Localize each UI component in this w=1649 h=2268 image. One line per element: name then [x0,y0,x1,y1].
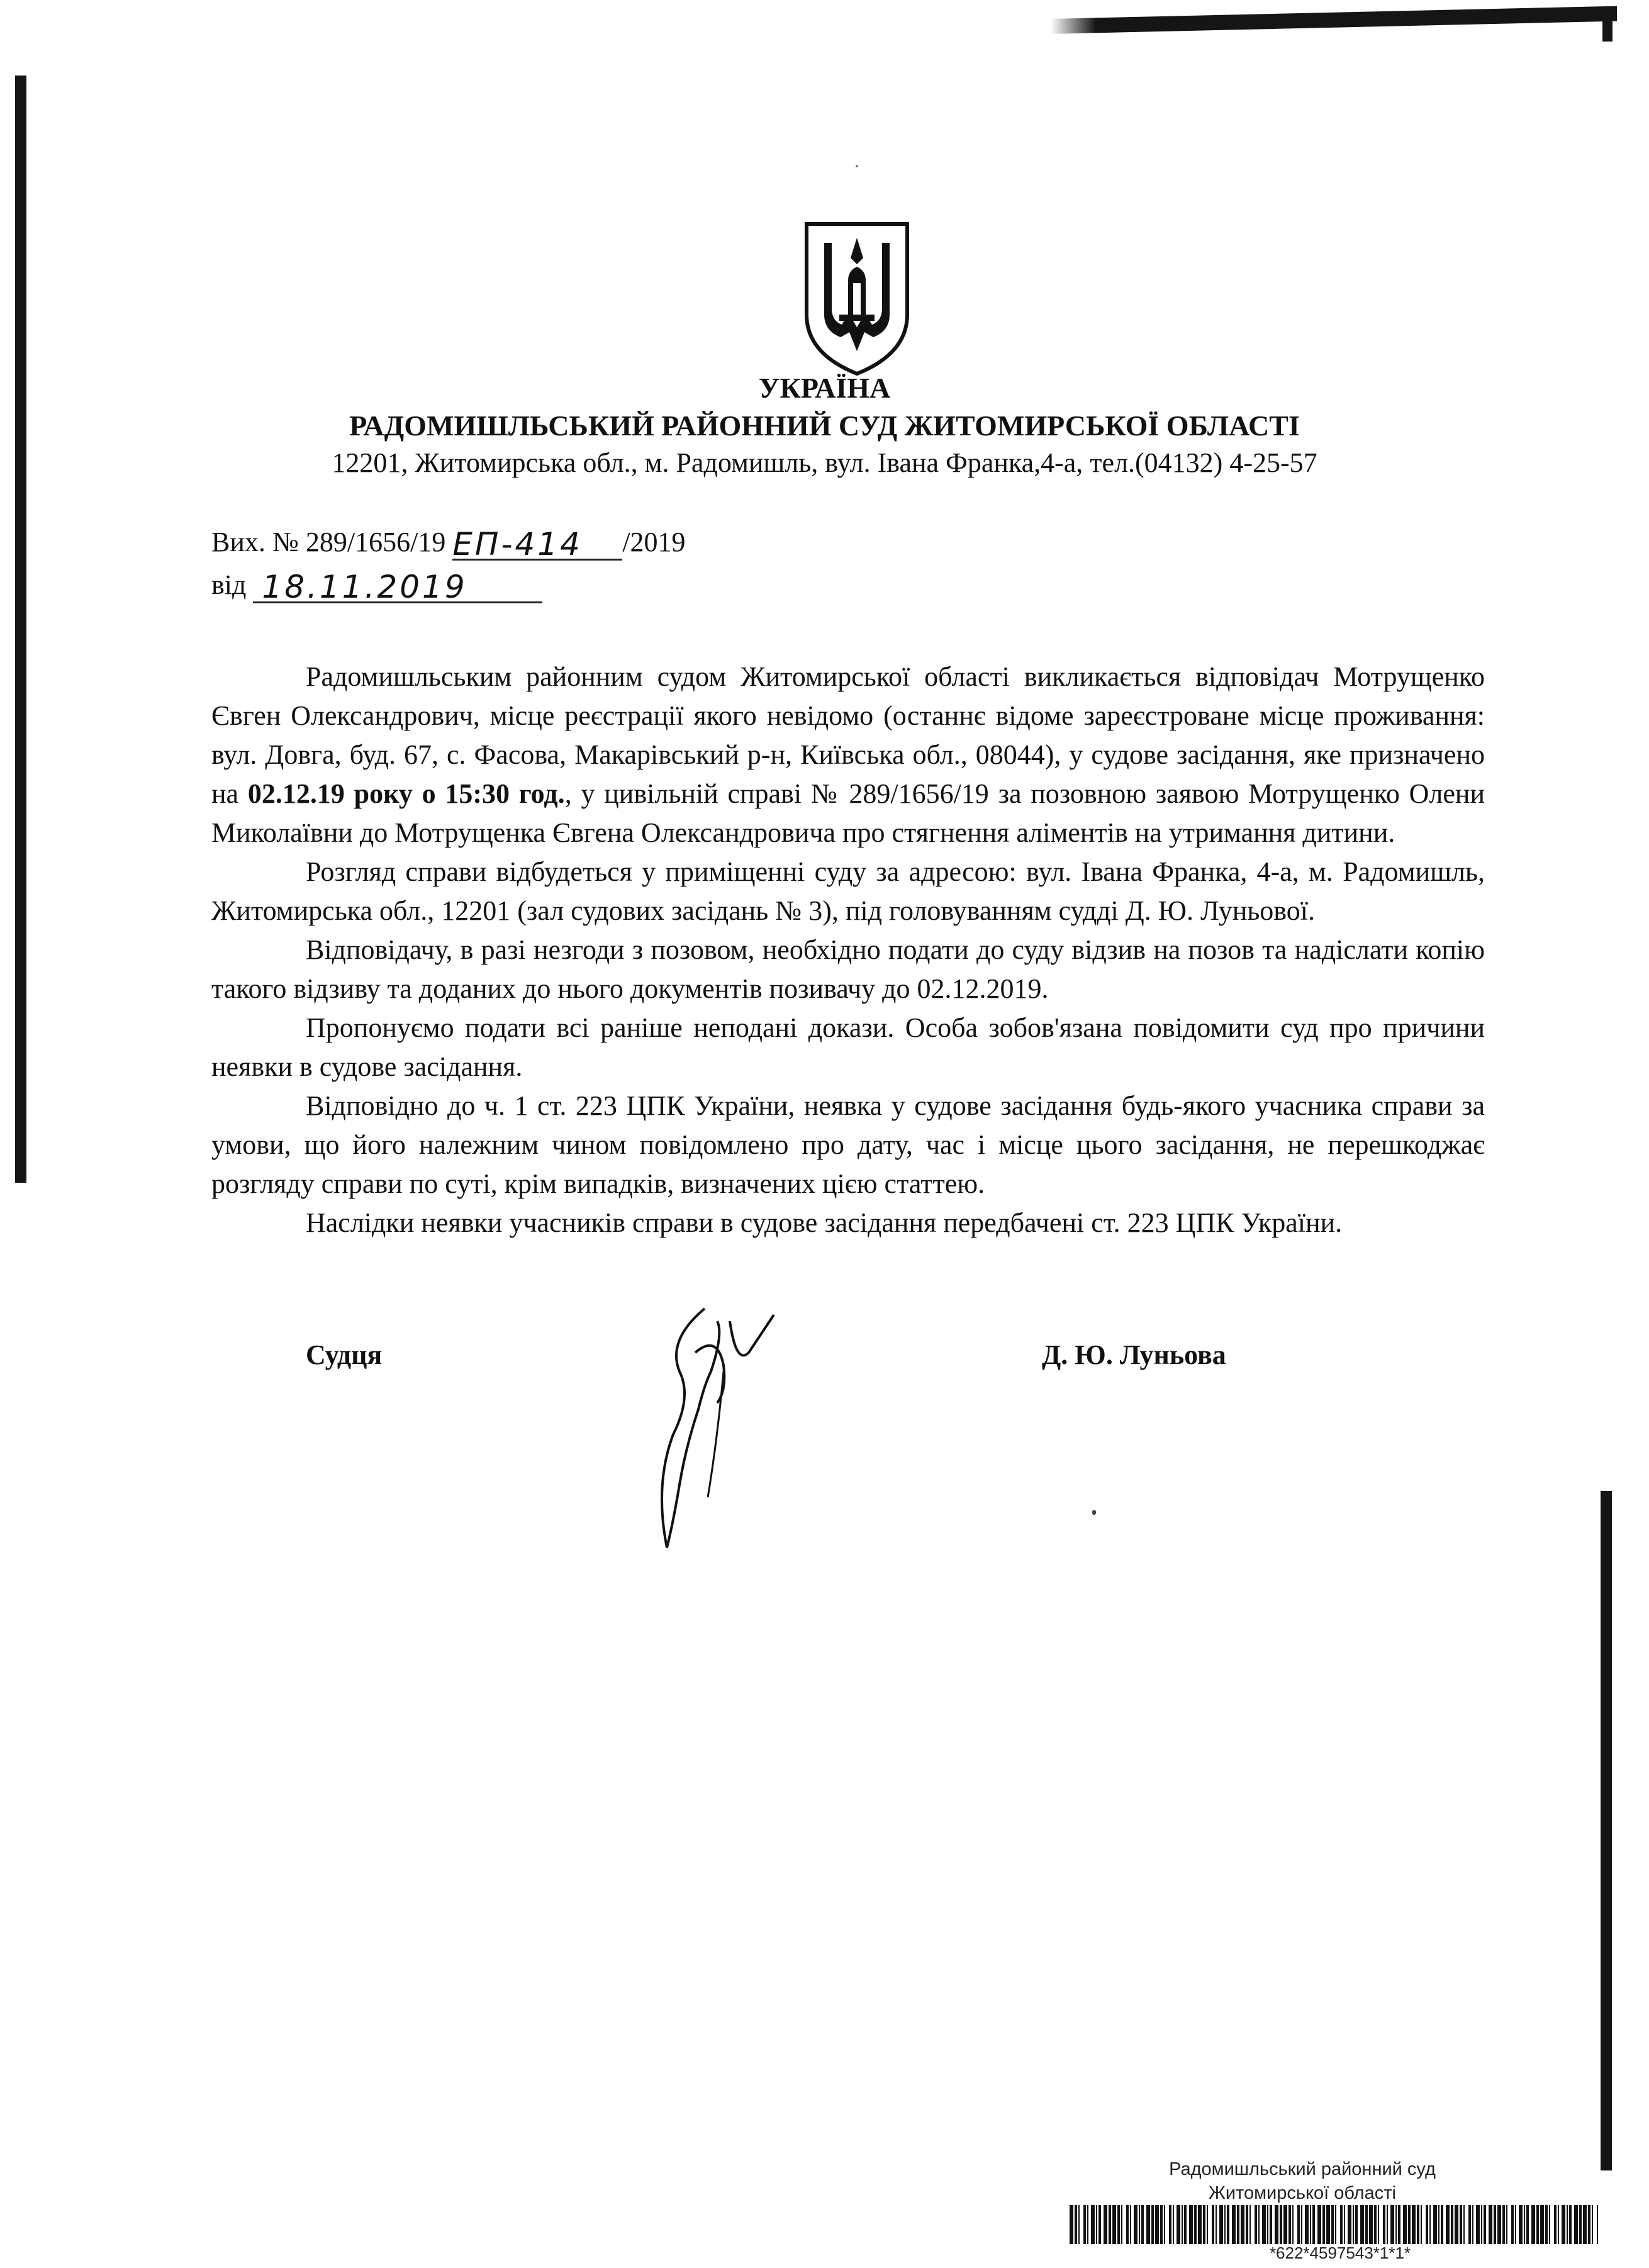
barcode-bar [1288,2205,1291,2244]
barcode-bar [1184,2205,1187,2244]
outgoing-date-field [253,565,542,603]
barcode-bar [1583,2205,1587,2244]
barcode-bar [1310,2205,1311,2244]
court-address: 12201, Житомирська обл., м. Радомишль, вул. Івана Франка,4-а, тел.(04132) 4-25-57 [332,447,1317,478]
barcode-bar [1494,2205,1496,2244]
outgoing-date [211,565,542,603]
barcode-bar [1249,2205,1251,2244]
barcode-bar [1207,2205,1208,2244]
barcode-bar [1182,2205,1183,2244]
barcode-bar [1335,2205,1336,2244]
barcode-bar [1227,2205,1229,2244]
barcode-bar [1121,2205,1122,2244]
barcode-bar [1237,2205,1239,2244]
barcode-bar [1297,2205,1300,2244]
barcode-bar [1283,2205,1287,2244]
barcode-bar [1305,2205,1309,2244]
barcode-bar [1417,2205,1419,2244]
barcode-bar [1511,2205,1514,2244]
barcode-bar [1075,2205,1077,2244]
barcode-bar [1160,2205,1163,2244]
barcode-bar [1412,2205,1416,2244]
country-title: УКРАЇНА [758,372,891,404]
barcode-bar [1549,2205,1550,2244]
summons-text-2: , у цивільній справі № 289/1656/19 за позовною заявою Мотрущенко Олени Миколаївни до Мотрущенка Євгена Олександровича про стягнення аліментів на утримання дитини. [211,778,1485,848]
barcode-bar [1383,2205,1385,2244]
barcode-bar [1390,2205,1394,2244]
barcode-bar [1536,2205,1539,2244]
barcode-bar [1169,2205,1171,2244]
barcode-bar [1524,2205,1525,2244]
letter-body [211,657,1485,1243]
barcode-bar [1395,2205,1397,2244]
barcode-bar [1455,2205,1458,2244]
barcode-bar [1369,2205,1373,2244]
barcode-bar [1216,2205,1217,2244]
barcode-bar [1484,2205,1486,2244]
barcode-bar [1139,2205,1140,2244]
barcode-bar [1531,2205,1535,2244]
barcode-bar [1348,2205,1351,2244]
barcode-bar [1219,2205,1223,2244]
barcode-bar [1292,2205,1294,2244]
scan-edge-top [1051,6,1617,34]
barcode-bar [1588,2205,1590,2244]
barcode-bar [1592,2205,1593,2244]
summons-text-1: Радомишльським районним судом Житомирської області викликається відповідач Мотрущенко Євген Олександрович, місце реєстрації якого невідомо (останнє відоме зареєстроване місце проживання: вул. Довга, буд. 67, с. Фасова, Макарівський р-н, Київська обл., 08044), у судове засідання, яке призначено на [211,661,1485,809]
barcode-bar [1130,2205,1131,2244]
barcode-bar [1545,2205,1548,2244]
barcode-bar [1270,2205,1272,2244]
barcode-bar [1579,2205,1582,2244]
stamp-region: Житомирської області [1209,2183,1396,2203]
barcode-bar [1355,2205,1358,2244]
barcode-bar [1446,2205,1450,2244]
barcode-number: *622*4597543*1*1* [1269,2243,1411,2262]
barcode-bar [1155,2205,1159,2244]
barcode-bar [1421,2205,1422,2244]
paragraph-absence-rule: Відповідно до ч. 1 ст. 223 ЦПК України, неявка у судове засідання будь-якого учасника справи за умови, що його належним чином повідомлено про дату, час і місце цього засідання, не перешкоджає розгляду справи по суті, крім випадків, визначених цією статтею. [211,1090,1485,1199]
scan-speck [1092,1510,1096,1515]
barcode-bar [1429,2205,1431,2244]
barcode-bar [1096,2205,1097,2244]
barcode-bar [1344,2205,1345,2244]
court-name: РАДОМИШЛЬСЬКИЙ РАЙОННИЙ СУД ЖИТОМИРСЬКОЇ ОБЛАСТІ [349,410,1300,442]
barcode-bar [1340,2205,1343,2244]
barcode-bar [1403,2205,1407,2244]
outgoing-number-field [452,522,622,561]
barcode-bar [1322,2205,1325,2244]
barcode-bar [1567,2205,1568,2244]
barcode-bar [1275,2205,1278,2244]
outgoing-number-prefix: Вих. № 289/1656/19 [211,527,446,557]
barcode-bar [1360,2205,1364,2244]
paragraph-location: Розгляд справи відбудеться у приміщенні суду за адресою: вул. Івана Франка, 4-а, м. Радомишль, Житомирська обл., 12201 (зал судових засідань № 3), під головуванням судді Д. Ю. Луньової. [211,856,1485,926]
barcode-bar [1117,2205,1120,2244]
barcode-bar [1087,2205,1088,2244]
barcode-bar [1241,2205,1244,2244]
barcode-bar [1083,2205,1086,2244]
barcode-bar [1433,2205,1437,2244]
barcode-bar [1502,2205,1505,2244]
scan-edge-left [15,75,26,1183]
barcode-bar [1173,2205,1174,2244]
barcode-bar [1472,2205,1473,2244]
barcode-bar [1468,2205,1471,2244]
barcode-bar [1331,2205,1334,2244]
barcode-bar [1301,2205,1302,2244]
barcode-bar [1558,2205,1559,2244]
outgoing-number-handwritten: ЕП-414 [452,526,583,562]
barcode-bar [1194,2205,1197,2244]
outgoing-date-prefix: від [211,569,247,600]
barcode-bar [1280,2205,1282,2244]
signatory-name: Д. Ю. Луньова [1042,1339,1226,1370]
barcode-bar [1441,2205,1443,2244]
barcode-bar [1463,2205,1465,2244]
barcode-bar [1408,2205,1411,2244]
barcode-bar [1212,2205,1214,2244]
barcode-bar [1438,2205,1439,2244]
barcode-bar [1460,2205,1462,2244]
barcode-bar [1141,2205,1144,2244]
barcode-bar [1078,2205,1080,2244]
barcode-bar [1267,2205,1268,2244]
barcode-bar [1177,2205,1180,2244]
barcode-bar [1497,2205,1501,2244]
hearing-datetime: 02.12.19 року о 15:30 год. [247,778,565,809]
barcode-bar [1262,2205,1266,2244]
paragraph-consequences: Наслідки неявки учасників справи в судове засідання передбачені ст. 223 ЦПК України. [306,1207,1343,1238]
outgoing-date-handwritten: 18.11.2019 [262,569,467,605]
barcode-bar [1326,2205,1330,2244]
barcode-bar [1515,2205,1516,2244]
barcode-bar [1365,2205,1368,2244]
barcode-bar [1164,2205,1165,2244]
barcode-bar [1569,2205,1572,2244]
barcode-bar [1398,2205,1400,2244]
paragraph-response: Відповідачу, в разі незгоди з позовом, необхідно подати до суду відзив на позов та надіслати копію такого відзиву та доданих до нього документів позивачу до 02.12.2019. [211,934,1485,1004]
barcode-bar [1203,2205,1205,2244]
barcode-bar [1554,2205,1557,2244]
paragraph-summons [211,657,1485,852]
barcode-bar [1146,2205,1150,2244]
barcode-bar [1451,2205,1453,2244]
scan-edge-top-right [1602,16,1613,42]
barcode-bar [1597,2205,1598,2244]
barcode-bar [1426,2205,1428,2244]
barcode-bar [1246,2205,1248,2244]
barcode-bar [1112,2205,1116,2244]
barcode-bar [1126,2205,1129,2244]
barcode-bar [1104,2205,1107,2244]
scan-edge-right [1601,1491,1612,2170]
barcode-bar [1070,2205,1073,2244]
paragraph-evidence: Пропонуємо подати всі раніше неподані докази. Особа зобов'язана повідомити суд про причини неявки в судове засідання. [211,1012,1485,1082]
barcode-bar [1258,2205,1260,2244]
scan-speck [856,165,858,167]
outgoing-number-suffix: /2019 [622,527,686,557]
coat-of-arms-icon [803,220,911,377]
barcode-bar [1098,2205,1101,2244]
barcode-bar [1387,2205,1388,2244]
barcode-bar [1189,2205,1193,2244]
handwritten-signature [629,1296,818,1560]
barcode-bar [1574,2205,1578,2244]
barcode-bar [1540,2205,1544,2244]
barcode-bar [1519,2205,1523,2244]
barcode-bar [1317,2205,1321,2244]
barcode-bar [1151,2205,1154,2244]
barcode-bar [1198,2205,1202,2244]
barcode-bar [1224,2205,1226,2244]
outgoing-number [211,522,686,561]
barcode-bar [1378,2205,1379,2244]
barcode-bar [1109,2205,1111,2244]
barcode-bar [1481,2205,1482,2244]
barcode-bar [1134,2205,1138,2244]
registry-barcode [1070,2205,1598,2244]
barcode-bar [1374,2205,1377,2244]
stamp-court-name: Радомишльський районний суд [1169,2159,1436,2179]
barcode-bar [1091,2205,1095,2244]
barcode-bar [1353,2205,1354,2244]
barcode-bar [1312,2205,1315,2244]
barcode-bar [1476,2205,1480,2244]
signatory-role: Судця [306,1339,383,1370]
barcode-bar [1232,2205,1236,2244]
barcode-bar [1255,2205,1257,2244]
barcode-bar [1506,2205,1507,2244]
barcode-bar [1489,2205,1492,2244]
barcode-bar [1526,2205,1529,2244]
barcode-bar [1562,2205,1565,2244]
